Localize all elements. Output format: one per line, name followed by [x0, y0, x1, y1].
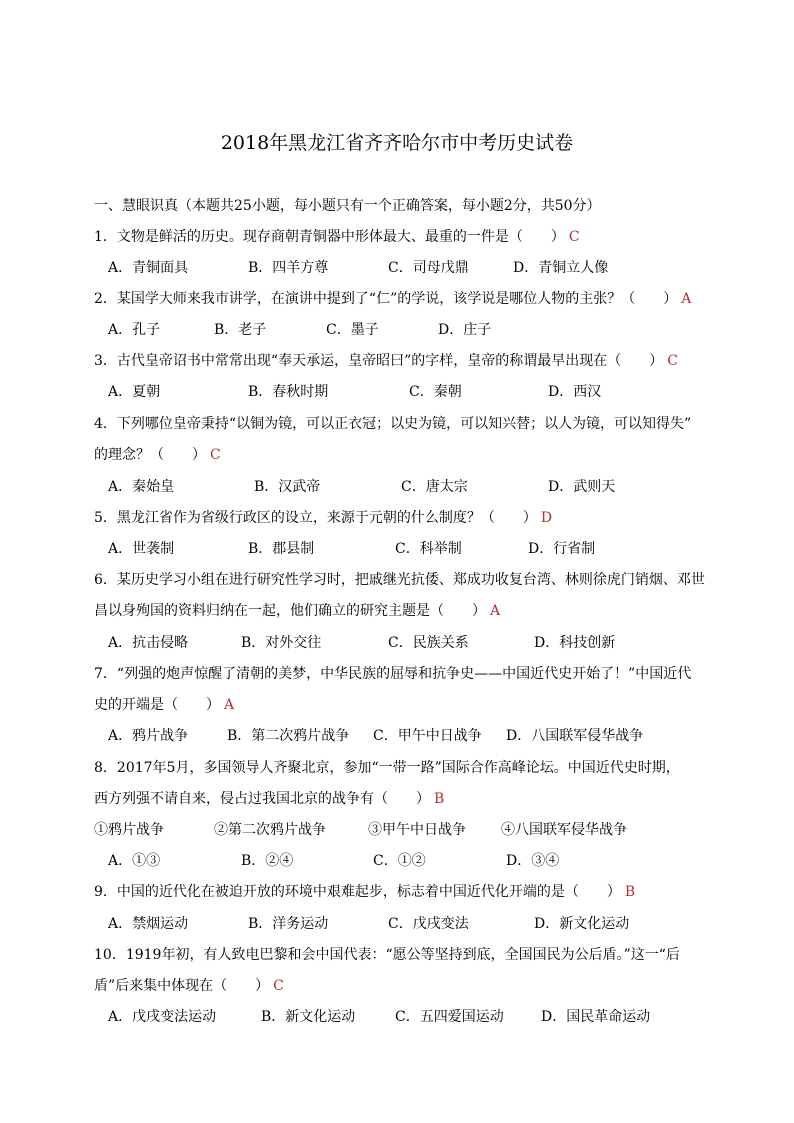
option-c: C．秦朝	[409, 384, 462, 400]
option-b: B．新文化运动	[261, 1009, 356, 1025]
question-10-cont	[94, 976, 704, 996]
question-7: 7．“列强的炮声惊醒了清朝的美梦，中华民族的屈辱和抗争史——中国近代史开始了！”中国近代	[94, 666, 692, 682]
choice-item: ④八国联军侵华战争	[501, 822, 627, 838]
option-d: D．武则天	[548, 479, 616, 495]
option-c: C．五四爱国运动	[395, 1009, 504, 1025]
option-a: A．世袭制	[108, 541, 175, 557]
answer-key: A	[224, 697, 235, 713]
question-stem: 的理念？（ ）	[94, 447, 206, 463]
question-5	[94, 508, 704, 528]
option-b: B．春秋时期	[248, 384, 329, 400]
choice-item: ②第二次鸦片战争	[214, 822, 326, 838]
option-a: A．禁烟运动	[108, 916, 189, 932]
option-b: B．四羊方尊	[248, 260, 329, 276]
section-heading: 一、慧眼识真（本题共25小题，每小题只有一个正确答案，每小题2分，共50分）	[94, 198, 601, 214]
answer-key: B	[434, 791, 445, 807]
option-a: A．青铜面具	[108, 260, 189, 276]
question-9	[94, 882, 704, 902]
option-d: D．③④	[506, 853, 560, 869]
choice-item: ①鸦片战争	[94, 822, 164, 838]
option-c: C．科举制	[395, 541, 462, 557]
question-3	[94, 351, 704, 371]
option-b: B．②④	[241, 853, 294, 869]
option-a: A．孔子	[108, 322, 161, 338]
option-b: B．老子	[214, 322, 267, 338]
question-2	[94, 289, 704, 309]
question-6-cont	[94, 601, 704, 621]
question-stem: 2．某国学大师来我市讲学，在演讲中提到了“仁”的学说，该学说是哪位人物的主张？（ ）	[94, 291, 678, 307]
option-a: A．①③	[108, 853, 161, 869]
page-title: 2018年黑龙江省齐齐哈尔市中考历史试卷	[220, 132, 574, 154]
option-d: D．科技创新	[534, 635, 616, 651]
option-c: C．①②	[373, 853, 426, 869]
question-4-cont	[94, 445, 704, 465]
option-c: C．司母戊鼎	[388, 260, 469, 276]
question-1	[94, 227, 704, 247]
answer-key: C	[667, 353, 678, 369]
question-10: 10．1919年初，有人致电巴黎和会中国代表：“愿公等坚持到底，全国国民为公后盾。”这一“后	[94, 947, 680, 963]
option-d: D．八国联军侵华战争	[506, 728, 644, 744]
option-c: C．唐太宗	[401, 479, 468, 495]
question-stem: 5．黑龙江省作为省级行政区的设立，来源于元朝的什么制度？（ ）	[94, 510, 537, 526]
question-stem: 1．文物是鲜活的历史。现存商朝青铜器中形体最大、最重的一件是（ ）	[94, 229, 565, 245]
answer-key: D	[540, 510, 553, 526]
question-stem: 西方列强不请自来，侵占过我国北京的战争有（ ）	[94, 791, 430, 807]
option-d: D．青铜立人像	[513, 260, 609, 276]
option-a: A．夏朝	[108, 384, 161, 400]
option-a: A．戊戌变法运动	[108, 1009, 217, 1025]
answer-key: C	[568, 229, 580, 245]
question-stem: 9．中国的近代化在被迫开放的环境中艰难起步，标志着中国近代化开端的是（ ）	[94, 884, 621, 900]
answer-key: B	[624, 884, 636, 900]
option-d: D．庄子	[438, 322, 492, 338]
option-a: A．鸦片战争	[108, 728, 189, 744]
question-stem: 史的开端是（ ）	[94, 697, 220, 713]
option-b: B．第二次鸦片战争	[227, 728, 350, 744]
answer-key: A	[681, 291, 692, 307]
option-b: B．郡县制	[248, 541, 315, 557]
question-stem: 昌以身殉国的资料归纳在一起，他们确立的研究主题是（ ）	[94, 603, 486, 619]
choice-item: ③甲午中日战争	[368, 822, 466, 838]
question-stem: 盾”后来集中体现在（ ）	[94, 978, 270, 994]
option-a: A．秦始皇	[108, 479, 175, 495]
option-a: A．抗击侵略	[108, 635, 189, 651]
option-b: B．洋务运动	[248, 916, 329, 932]
question-4: 4．下列哪位皇帝秉持“以铜为镜，可以正衣冠；以史为镜，可以知兴替；以人为镜，可以知得失”	[94, 416, 692, 432]
option-b: B．汉武帝	[254, 479, 321, 495]
answer-key: A	[490, 603, 501, 619]
option-c: C．甲午中日战争	[373, 728, 482, 744]
answer-key: C	[210, 447, 221, 463]
question-7-cont	[94, 695, 704, 715]
option-b: B．对外交往	[241, 635, 322, 651]
question-6: 6．某历史学习小组在进行研究性学习时，把戚继光抗倭、郑成功收复台湾、林则徐虎门销烟、邓世	[94, 572, 705, 588]
answer-key: C	[273, 978, 284, 994]
option-d: D．新文化运动	[534, 916, 630, 932]
option-d: D．国民革命运动	[541, 1009, 651, 1025]
option-c: C．墨子	[326, 322, 379, 338]
question-stem: 3．古代皇帝诏书中常常出现“奉天承运，皇帝昭曰”的字样，皇帝的称谓最早出现在（ ）	[94, 353, 664, 369]
option-c: C．戊戌变法	[388, 916, 469, 932]
option-d: D．行省制	[528, 541, 596, 557]
option-d: D．西汉	[548, 384, 602, 400]
question-8-cont	[94, 789, 704, 809]
option-c: C．民族关系	[388, 635, 469, 651]
question-8: 8．2017年5月，多国领导人齐聚北京，参加“一带一路”国际合作高峰论坛。中国近代史时期，	[94, 760, 680, 776]
